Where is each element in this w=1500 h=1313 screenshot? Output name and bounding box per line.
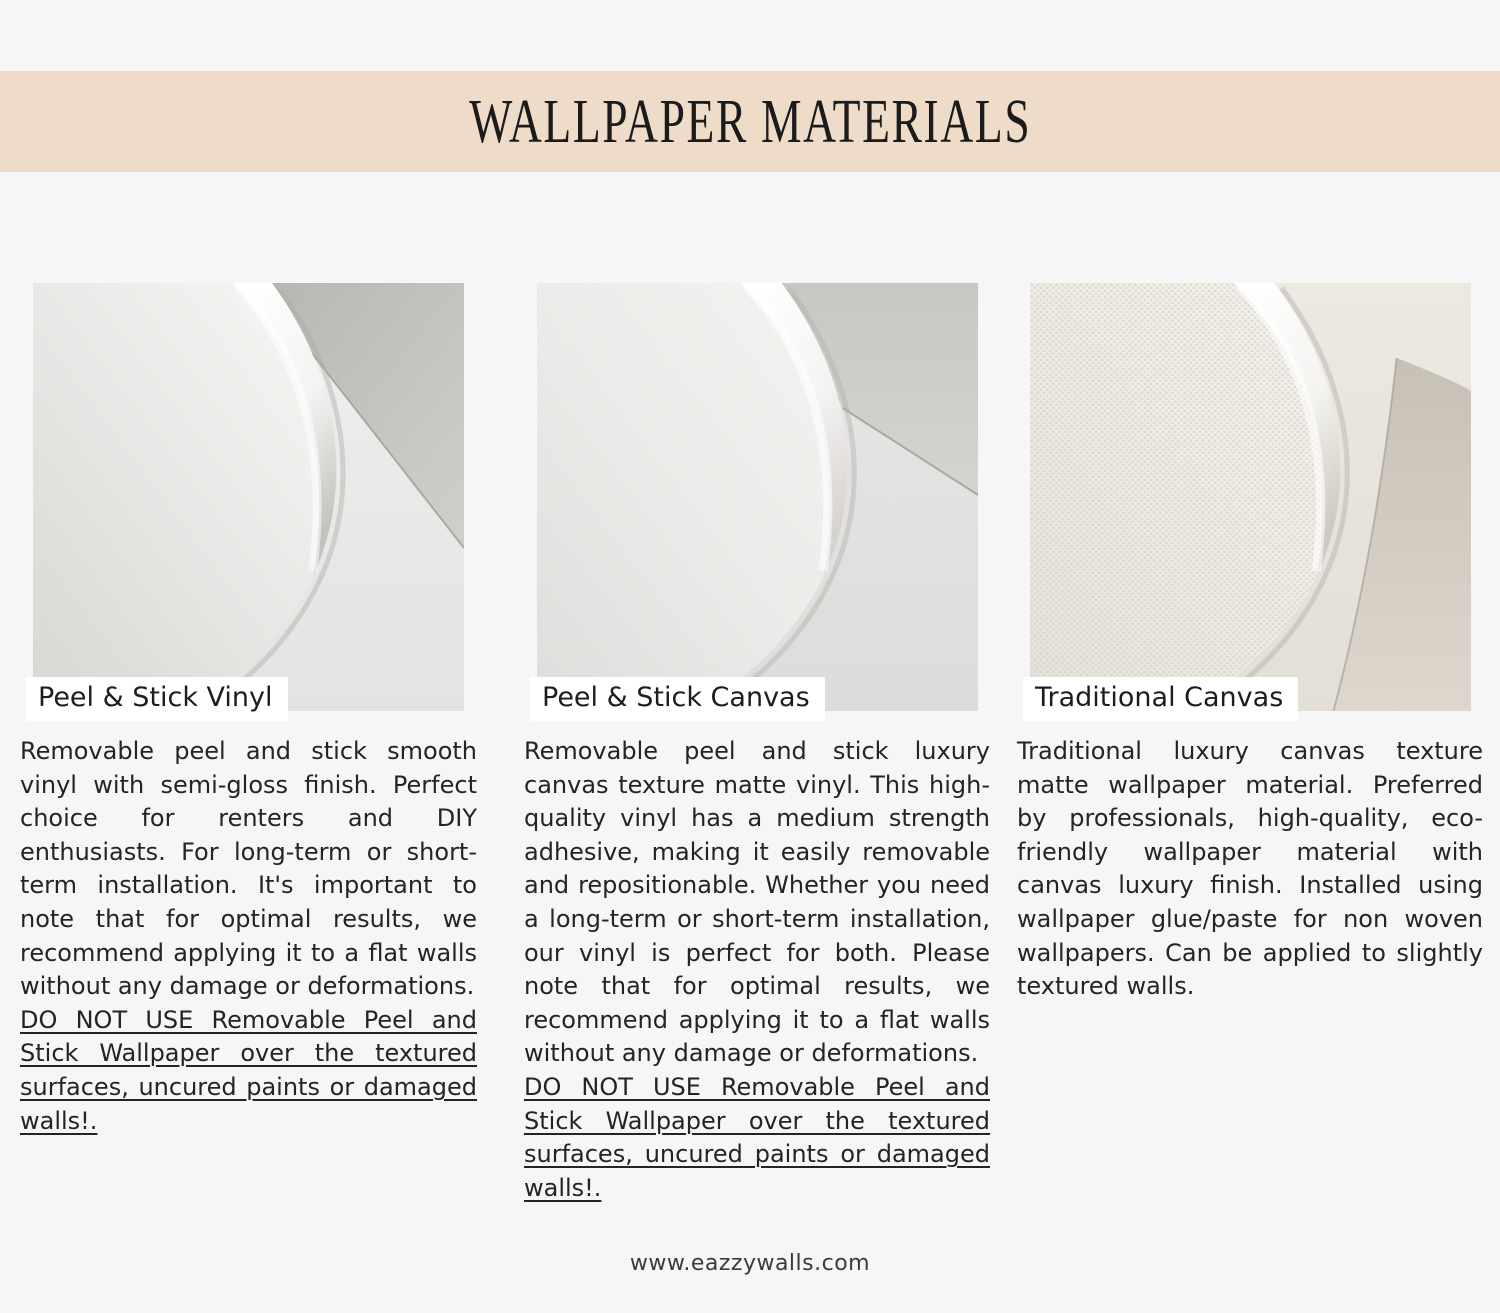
vinyl-sample-image — [33, 283, 464, 711]
page-title: WALLPAPER MATERIALS — [468, 86, 1032, 157]
material-description: Removable peel and stick smooth vinyl with semi-gloss finish. Perfect choice for renters and DIY enthusiasts. For long-term or short-term installation. It's important to note that for optimal results, we recommend applying it to a flat walls without any damage or deformations. — [20, 737, 477, 1001]
material-description: Traditional luxury canvas texture matte wallpaper material. Preferred by professionals, high-quality, eco-friendly wallpaper material with canvas luxury finish. Installed using wallpaper glue/paste for non woven wallpapers. Can be applied to slightly textured walls. — [1017, 737, 1483, 1001]
material-column-traditional-canvas — [1017, 283, 1483, 1004]
material-warning: DO NOT USE Removable Peel and Stick Wallpaper over the textured surfaces, uncured paints or damaged walls!. — [524, 1072, 990, 1202]
material-photo-traditional-canvas — [1030, 283, 1471, 711]
material-photo-peel-stick-canvas — [537, 283, 978, 711]
material-description: Removable peel and stick luxury canvas texture matte vinyl. This high-quality vinyl has a medium strength adhesive, making it easily removable and repositionable. Whether you need a long-term or short-term installation, our vinyl is perfect for both. Please note that for optimal results, we recommend applying it to a flat walls without any damage or deformations. — [524, 737, 990, 1068]
material-warning: DO NOT USE Removable Peel and Stick Wallpaper over the textured surfaces, uncured paints or damaged walls!. — [20, 1005, 477, 1135]
title-banner — [0, 71, 1500, 172]
material-label: Peel & Stick Vinyl — [26, 677, 288, 721]
material-label: Traditional Canvas — [1023, 677, 1298, 721]
canvas-sample-image — [537, 283, 978, 711]
material-column-peel-stick-canvas — [524, 283, 990, 1205]
footer — [0, 1251, 1500, 1276]
material-label: Peel & Stick Canvas — [530, 677, 825, 721]
traditional-canvas-sample-image — [1030, 283, 1471, 711]
website-url: www.eazzywalls.com — [629, 1251, 871, 1276]
material-column-peel-stick-vinyl — [20, 283, 477, 1138]
material-photo-peel-stick-vinyl — [33, 283, 464, 711]
